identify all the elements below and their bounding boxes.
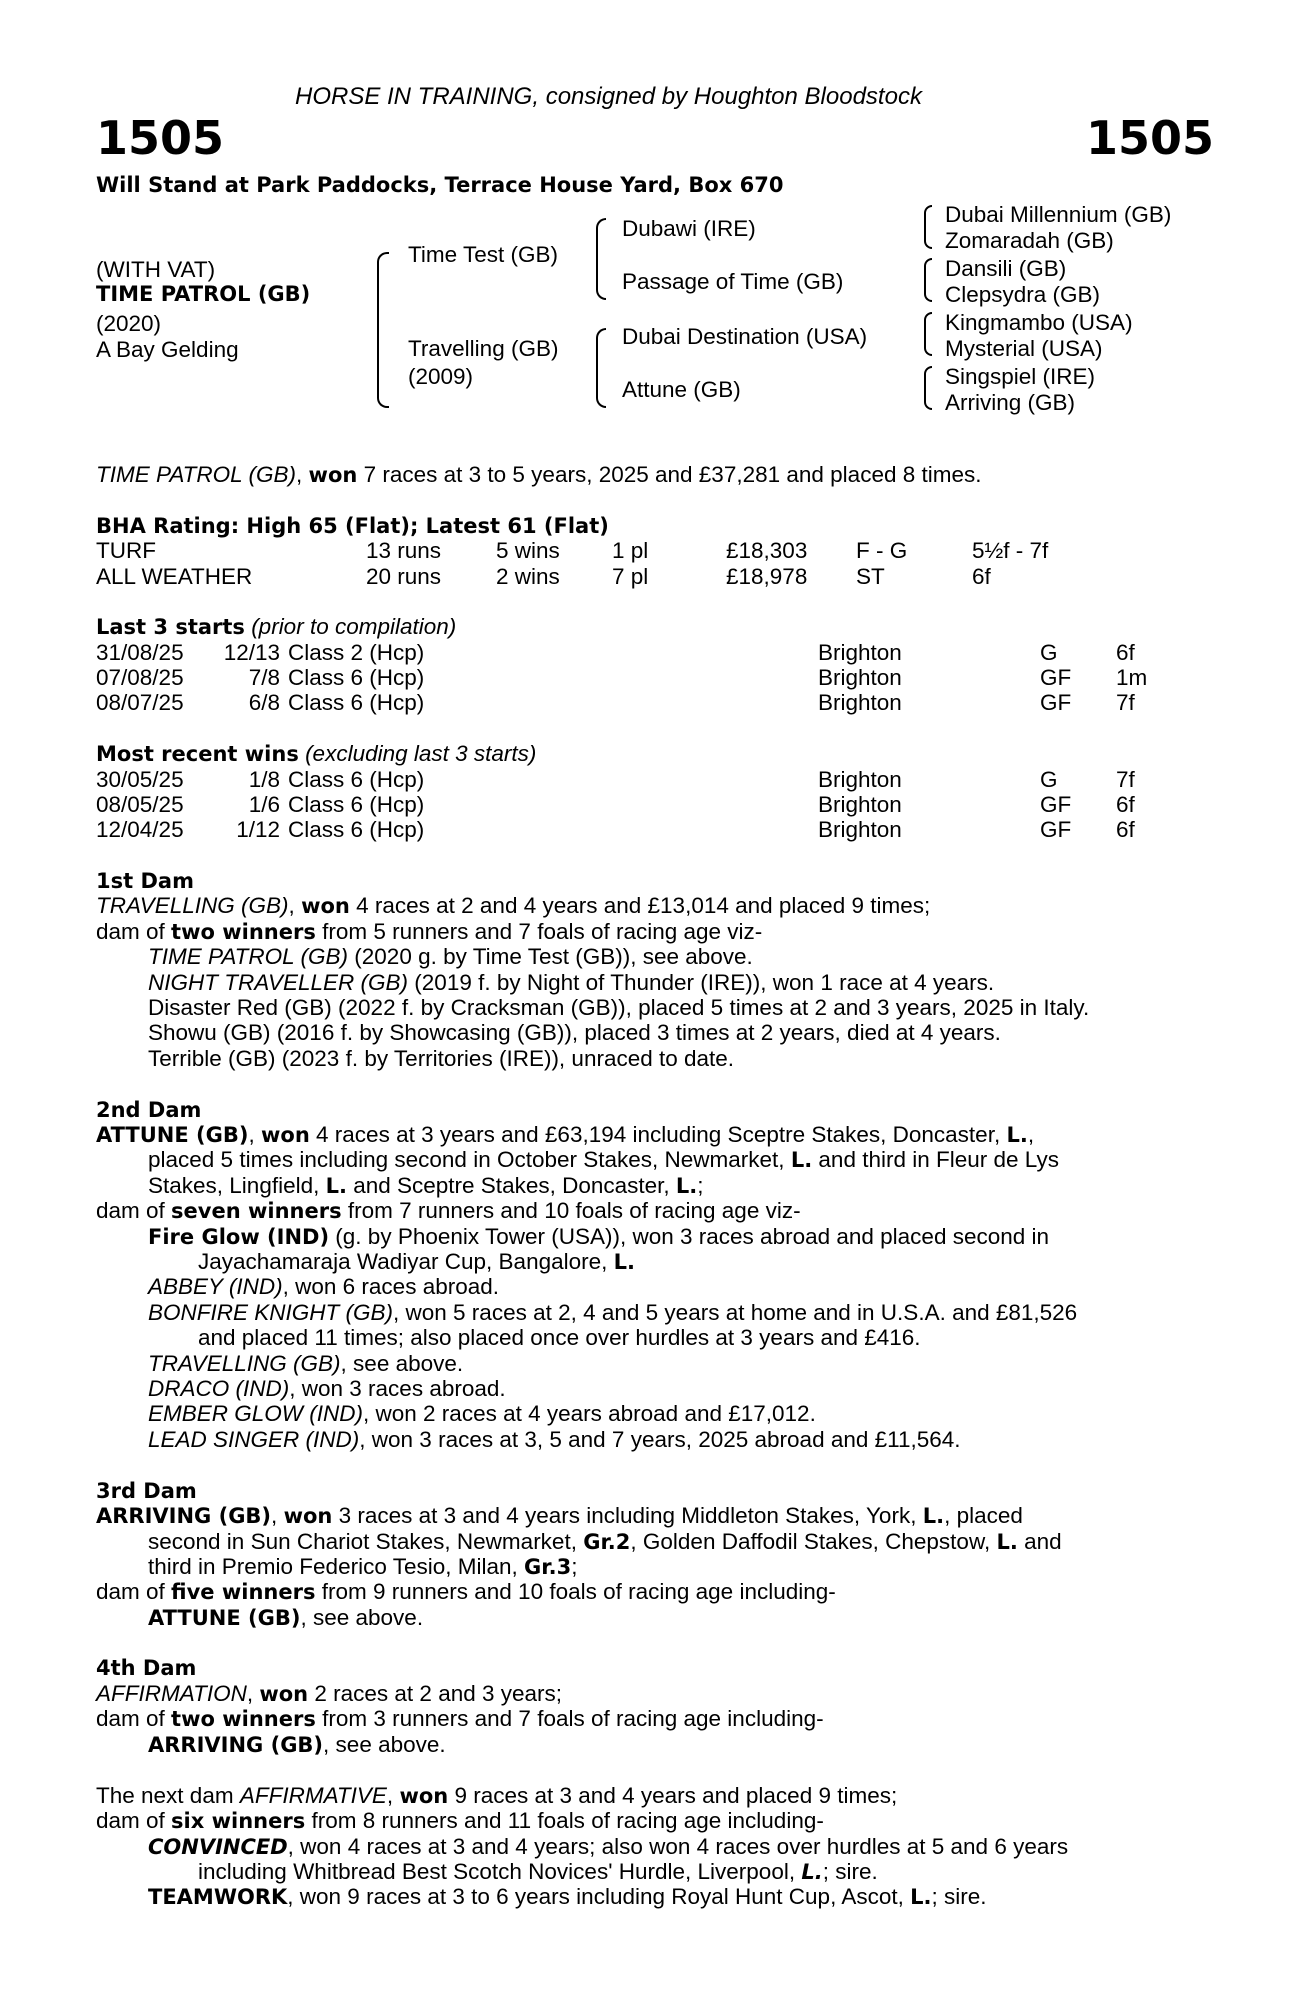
dam3-record-line: second in Sun Chariot Stakes, Newmarket, Gr.2, Golden Daffodil Stakes, Chepstow, L. and bbox=[148, 1529, 1062, 1554]
dam2-heading: 2nd Dam bbox=[96, 1098, 202, 1122]
next-dam-offspring-line: including Whitbread Best Scotch Novices' Hurdle, Liverpool, L.; sire. bbox=[198, 1859, 878, 1884]
dam3-heading: 3rd Dam bbox=[96, 1479, 197, 1503]
dam1-heading: 1st Dam bbox=[96, 869, 194, 893]
pedigree-dam-sire: Dubai Destination (USA) bbox=[622, 324, 868, 349]
pedigree-g1: Dubai Millennium (GB) bbox=[945, 202, 1172, 227]
dam4-produce: dam of two winners from 3 runners and 7 foals of racing age including- bbox=[96, 1706, 824, 1731]
dam3-offspring: ATTUNE (GB), see above. bbox=[148, 1605, 424, 1630]
pedigree-g2: Zomaradah (GB) bbox=[945, 228, 1114, 253]
pedigree-brace bbox=[377, 252, 389, 408]
horse-description: A Bay Gelding bbox=[96, 337, 239, 362]
pedigree-brace bbox=[924, 366, 932, 410]
dam1-record: TRAVELLING (GB), won 4 races at 2 and 4 years and £13,014 and placed 9 times; bbox=[96, 893, 931, 918]
dam1-offspring: NIGHT TRAVELLER (GB) (2019 f. by Night of Thunder (IRE)), won 1 race at 4 years. bbox=[148, 970, 995, 995]
lot-number-right: 1505 bbox=[1086, 111, 1215, 165]
pedigree-g4: Clepsydra (GB) bbox=[945, 282, 1101, 307]
next-dam-produce: dam of six winners from 8 runners and 11 foals of racing age including- bbox=[96, 1808, 824, 1833]
lot-number-left: 1505 bbox=[96, 111, 225, 165]
horse-year: (2020) bbox=[96, 311, 162, 336]
dam2-offspring: BONFIRE KNIGHT (GB), won 5 races at 2, 4 and 5 years at home and in U.S.A. and £81,526 bbox=[148, 1300, 1078, 1325]
dam2-offspring-line: and placed 11 times; also placed once over hurdles at 3 years and £416. bbox=[198, 1325, 921, 1350]
pedigree-brace bbox=[924, 205, 932, 249]
pedigree-sire-dam: Passage of Time (GB) bbox=[622, 269, 844, 294]
pedigree-g5: Kingmambo (USA) bbox=[945, 310, 1133, 335]
dam1-offspring: Showu (GB) (2016 f. by Showcasing (GB)), placed 3 times at 2 years, died at 4 years. bbox=[148, 1020, 1001, 1045]
pedigree-g7: Singspiel (IRE) bbox=[945, 364, 1096, 389]
dam2-produce: dam of seven winners from 7 runners and 10 foals of racing age viz- bbox=[96, 1198, 801, 1223]
pedigree-dam-year: (2009) bbox=[408, 364, 474, 389]
pedigree-sire-sire: Dubawi (IRE) bbox=[622, 216, 756, 241]
page-subtitle: HORSE IN TRAINING, consigned by Houghton Bloodstock bbox=[295, 83, 922, 110]
pedigree-sire: Time Test (GB) bbox=[408, 242, 559, 267]
pedigree-brace bbox=[924, 258, 932, 302]
dam1-offspring: TIME PATROL (GB) (2020 g. by Time Test (GB)), see above. bbox=[148, 944, 753, 969]
last-starts-heading: Last 3 starts (prior to compilation) bbox=[96, 614, 457, 639]
pedigree-g3: Dansili (GB) bbox=[945, 256, 1067, 281]
dam2-record-line: Stakes, Lingfield, L. and Sceptre Stakes, Doncaster, L.; bbox=[148, 1173, 704, 1198]
dam3-record: ARRIVING (GB), won 3 races at 3 and 4 years including Middleton Stakes, York, L., placed bbox=[96, 1503, 1023, 1528]
vat-note: (WITH VAT) bbox=[96, 257, 216, 282]
pedigree-brace bbox=[924, 312, 932, 356]
dam4-record: AFFIRMATION, won 2 races at 2 and 3 years; bbox=[96, 1681, 563, 1706]
dam1-produce: dam of two winners from 5 runners and 7 foals of racing age viz- bbox=[96, 919, 763, 944]
next-dam-offspring: CONVINCED, won 4 races at 3 and 4 years; also won 4 races over hurdles at 5 and 6 years bbox=[148, 1834, 1069, 1859]
dam4-heading: 4th Dam bbox=[96, 1656, 197, 1680]
pedigree-g6: Mysterial (USA) bbox=[945, 336, 1103, 361]
dam1-offspring: Disaster Red (GB) (2022 f. by Cracksman (GB)), placed 5 times at 2 and 3 years, 2025 in Italy. bbox=[148, 995, 1090, 1020]
pedigree-dam-dam: Attune (GB) bbox=[622, 377, 741, 402]
dam3-produce: dam of five winners from 9 runners and 10 foals of racing age including- bbox=[96, 1579, 836, 1604]
dam2-offspring: LEAD SINGER (IND), won 3 races at 3, 5 and 7 years, 2025 abroad and £11,564. bbox=[148, 1427, 961, 1452]
dam2-offspring: Fire Glow (IND) (g. by Phoenix Tower (USA)), won 3 races abroad and placed second in bbox=[148, 1224, 1050, 1249]
dam2-offspring: EMBER GLOW (IND), won 2 races at 4 years abroad and £17,012. bbox=[148, 1401, 816, 1426]
horse-name: TIME PATROL (GB) bbox=[96, 282, 311, 306]
race-summary: TIME PATROL (GB), won 7 races at 3 to 5 years, 2025 and £37,281 and placed 8 times. bbox=[96, 462, 982, 487]
dam2-offspring: DRACO (IND), won 3 races abroad. bbox=[148, 1376, 506, 1401]
pedigree-g8: Arriving (GB) bbox=[945, 390, 1076, 415]
next-dam-offspring: TEAMWORK, won 9 races at 3 to 6 years including Royal Hunt Cup, Ascot, L.; sire. bbox=[148, 1884, 987, 1909]
pedigree-brace bbox=[596, 328, 606, 408]
dam2-offspring-line: Jayachamaraja Wadiyar Cup, Bangalore, L. bbox=[198, 1249, 635, 1274]
bha-rating: BHA Rating: High 65 (Flat); Latest 61 (Flat) bbox=[96, 514, 609, 538]
stand-location: Will Stand at Park Paddocks, Terrace House Yard, Box 670 bbox=[96, 173, 784, 197]
dam1-offspring: Terrible (GB) (2023 f. by Territories (IRE)), unraced to date. bbox=[148, 1046, 735, 1071]
dam2-record: ATTUNE (GB), won 4 races at 3 years and £63,194 including Sceptre Stakes, Doncaster, L., bbox=[96, 1122, 1035, 1147]
next-dam-record: The next dam AFFIRMATIVE, won 9 races at 3 and 4 years and placed 9 times; bbox=[96, 1783, 898, 1808]
recent-wins-heading: Most recent wins (excluding last 3 starts) bbox=[96, 741, 537, 766]
dam2-offspring: ABBEY (IND), won 6 races abroad. bbox=[148, 1274, 500, 1299]
dam2-offspring: TRAVELLING (GB), see above. bbox=[148, 1351, 464, 1376]
pedigree-brace bbox=[596, 218, 606, 300]
dam2-record-line: placed 5 times including second in October Stakes, Newmarket, L. and third in Fleur de Lys bbox=[148, 1147, 1059, 1172]
pedigree-dam: Travelling (GB) bbox=[408, 336, 559, 361]
dam4-offspring: ARRIVING (GB), see above. bbox=[148, 1732, 446, 1757]
dam3-record-line: third in Premio Federico Tesio, Milan, Gr.3; bbox=[148, 1554, 578, 1579]
